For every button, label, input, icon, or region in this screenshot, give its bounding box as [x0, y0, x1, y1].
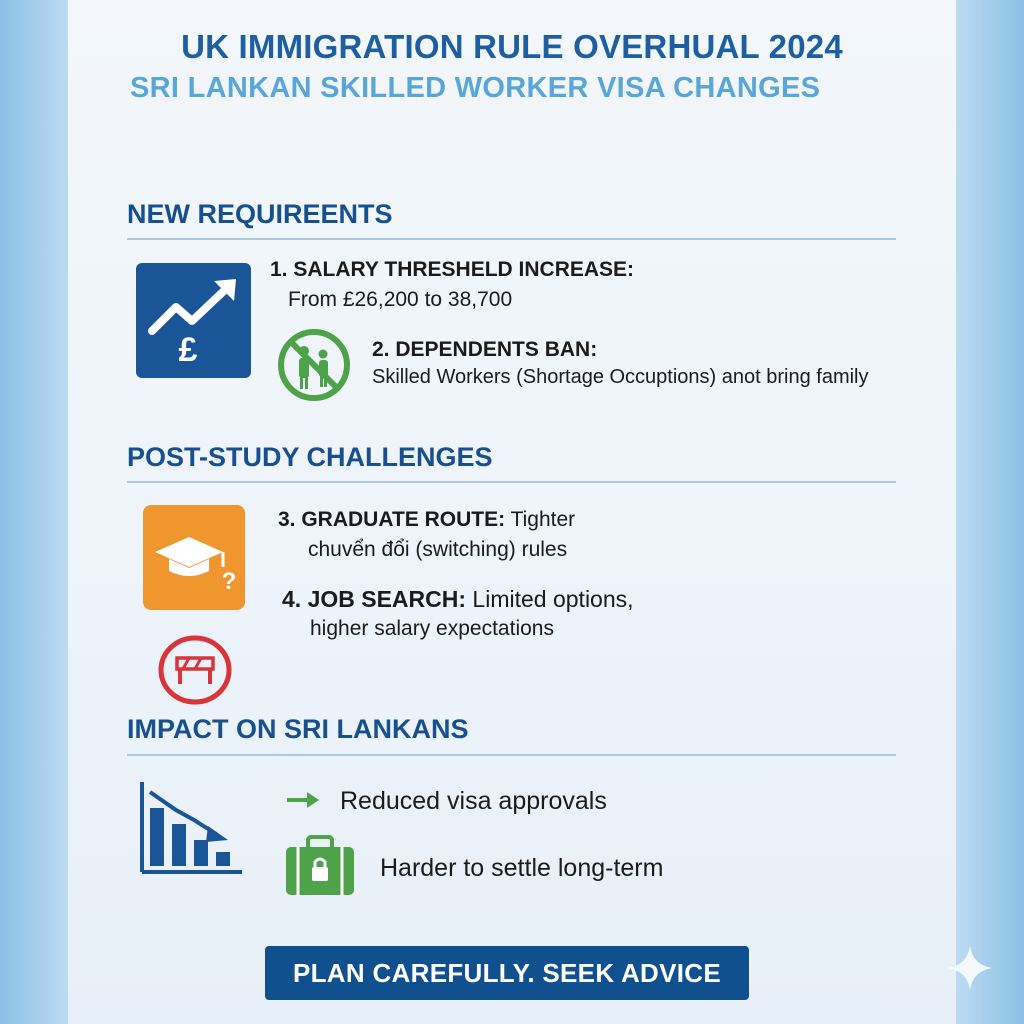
plan-carefully-banner: PLAN CAREFULLY. SEEK ADVICE — [265, 946, 749, 1000]
sparkle-icon — [946, 944, 994, 992]
section-heading-impact: IMPACT ON SRI LANKANS — [127, 714, 469, 744]
graduate-route-text: Tighter — [505, 508, 576, 531]
graduate-route-line2: chuvển đổi (switching) rules — [308, 538, 568, 561]
svg-text:?: ? — [221, 568, 237, 595]
no-family-icon — [276, 327, 352, 403]
section-heading-post-study: POST-STUDY CHALLENGES — [127, 442, 493, 472]
job-search-line2: higher salary expectations — [310, 617, 554, 640]
declining-chart-icon — [138, 782, 242, 876]
graduate-route-line1 — [278, 508, 575, 532]
page-title: UK IMMIGRATION RULE OVERHUAL 2024 — [181, 28, 843, 65]
arrow-right-icon — [285, 789, 321, 811]
section-divider — [127, 238, 896, 240]
impact-point-settle: Harder to settle long-term — [380, 854, 664, 882]
svg-text:£: £ — [178, 331, 198, 369]
section-divider — [127, 754, 896, 756]
job-search-heading: 4. JOB SEARCH: — [282, 586, 467, 612]
salary-growth-icon — [136, 263, 251, 378]
section-divider — [127, 481, 896, 483]
page-subtitle: SRI LANKAN SKILLED WORKER VISA CHANGES — [130, 72, 821, 104]
locked-suitcase-icon — [284, 835, 356, 897]
dependents-ban-text: Skilled Workers (Shortage Occuptions) anot bring family — [372, 366, 869, 388]
salary-threshold-heading: 1. SALARY THRESHELD INCREASE: — [270, 258, 635, 281]
salary-threshold-text: From £26,200 to 38,700 — [288, 288, 513, 311]
impact-point-visa-approvals: Reduced visa approvals — [340, 787, 607, 815]
job-search-text: Limited options, — [466, 586, 634, 612]
barrier-icon — [157, 634, 233, 706]
section-heading-new-requirements: NEW REQUIREENTS — [127, 199, 393, 229]
graduate-route-heading: 3. GRADUATE ROUTE: — [278, 508, 506, 531]
job-search-line1 — [282, 586, 634, 613]
graduation-cap-question-icon — [143, 505, 245, 610]
dependents-ban-heading: 2. DEPENDENTS BAN: — [372, 338, 598, 361]
